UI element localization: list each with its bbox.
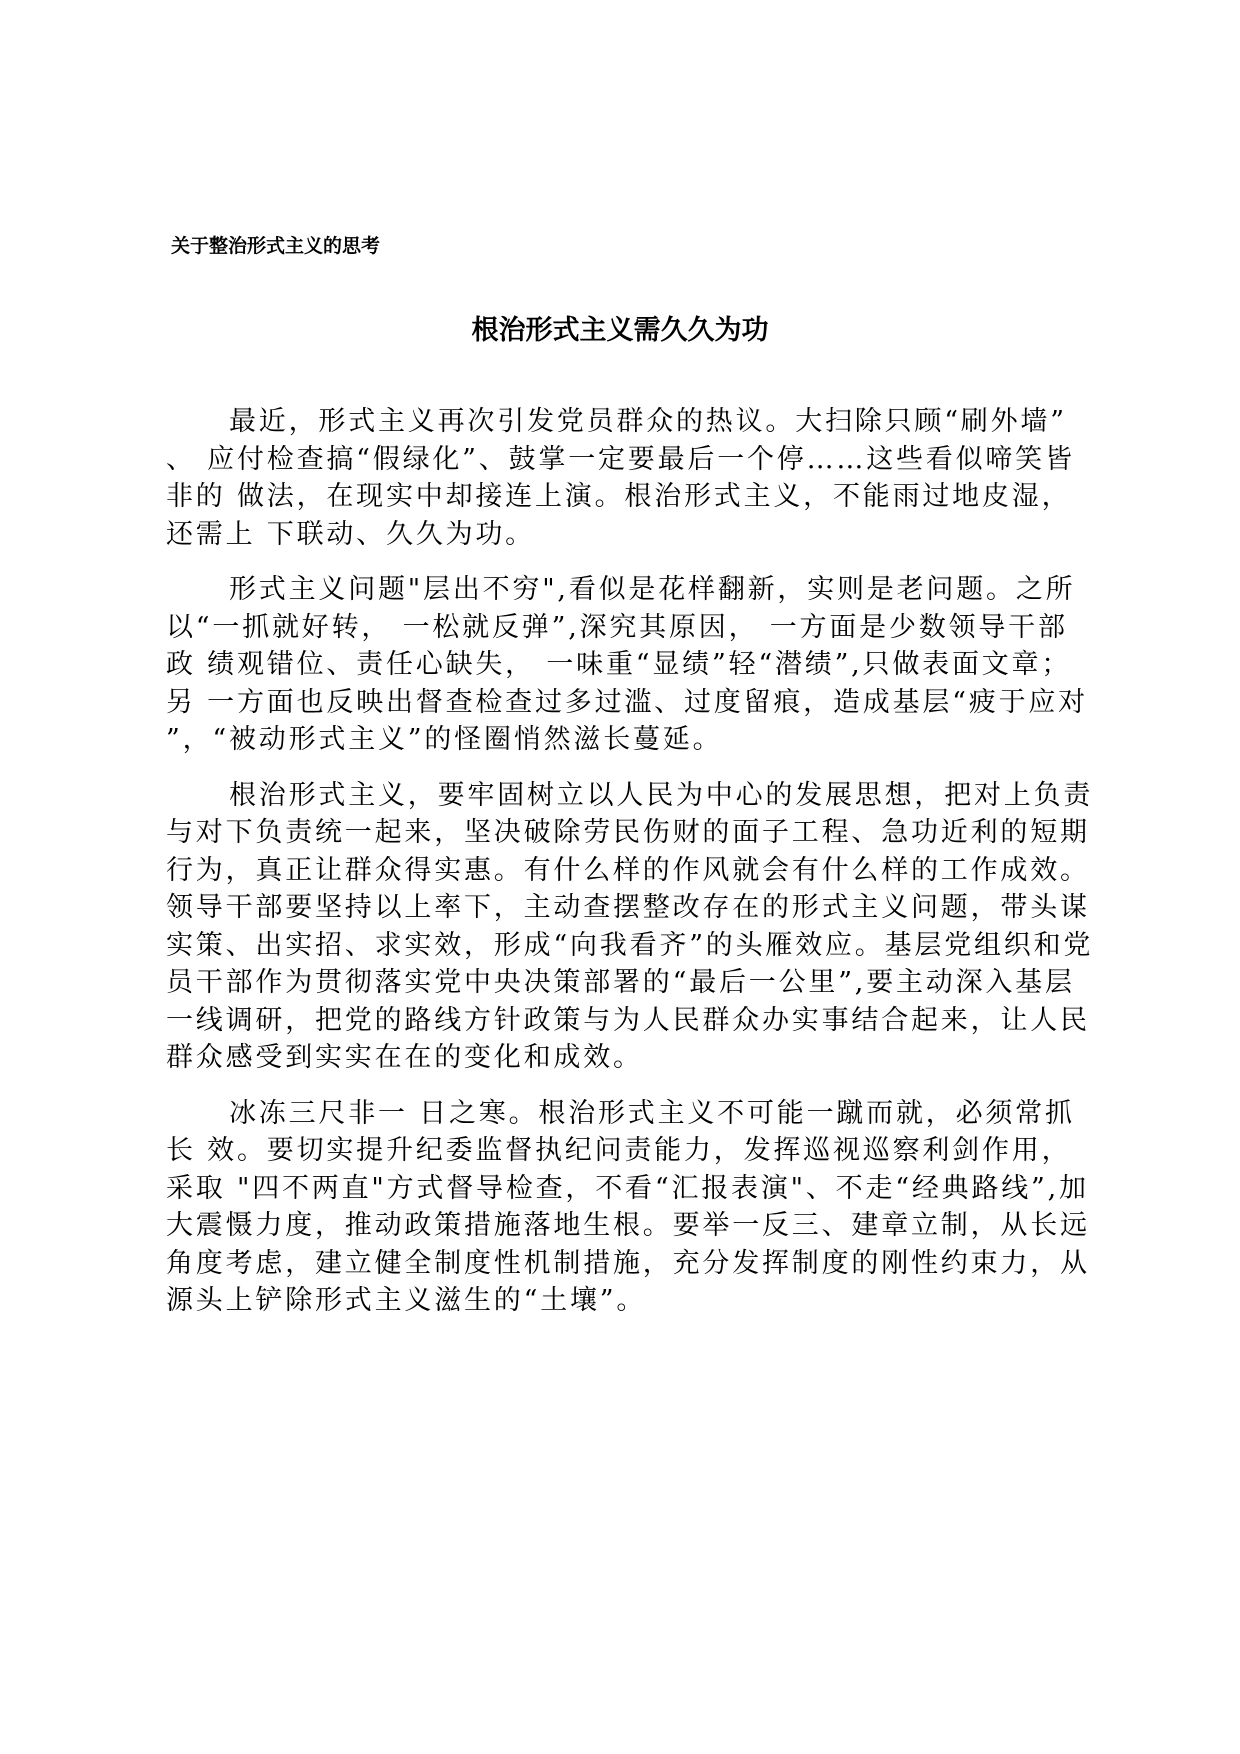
- paragraph-3: 根治形式主义，要牢固树立以人民为中心的发展思想，把对上负责与对下负责统一起来，坚决破除劳民伤财的面子工程、急功近利的短期行为，真正让群众得实惠。有什么样的作风就会有什么样的工作成效。领导干部要坚持以上率下，主动查摆整改存在的形式主义问题，带头谋实策、出实招、求实效，形成“向我看齐”的头雁效应。基层党组织和党员干部作为贯彻落实党中央决策部署的“最后一公里”,要主动深入基层一线调研，把党的路线方针政策与为人民群众办实事结合起来，让人民群众感受到实实在在的变化和成效。: [166, 779, 1094, 1073]
- paragraph-1: 最近，形式主义再次引发党员群众的热议。大扫除只顾“刷外墙”、 应付检查搞“假绿化”、鼓掌一定要最后一个停……这些看似啼笑皆非的 做法，在现实中却接连上演。根治形式主义，不能雨过地皮湿，还需上 下联动、久久为功。: [166, 406, 1075, 550]
- header-label: 关于整治形式主义的思考: [171, 235, 381, 257]
- article-body: [166, 403, 1096, 1338]
- paragraph-4: 冰冻三尺非一 日之寒。根治形式主义不可能一蹴而就，必须常抓长 效。要切实提升纪委监督执纪问责能力，发挥巡视巡察利剑作用，采取 "四不两直"方式督导检查，不看“汇报表演"、不走“经典路线”,加 大震慑力度，推动政策措施落地生根。要举一反三、建章立制，从长远 角度考虑，建立健全制度性机制措施，充分发挥制度的刚性约束力，从 源头上铲除形式主义滋生的“土壤”。: [166, 1097, 1090, 1316]
- document-title: 根治形式主义需久久为功: [471, 315, 769, 346]
- paragraph-2: 形式主义问题"层出不穷",看似是花样翻新，实则是老问题。之所以“一抓就好转， 一松就反弹”,深究其原因， 一方面是少数领导干部政 绩观错位、责任心缺失， 一味重“显绩”轻“潜绩”,只做表面文章；另 一方面也反映出督查检查过多过滥、过度留痕，造成基层“疲于应对”，“被动形式主义”的怪圈悄然滋长蔓延。: [166, 574, 1088, 755]
